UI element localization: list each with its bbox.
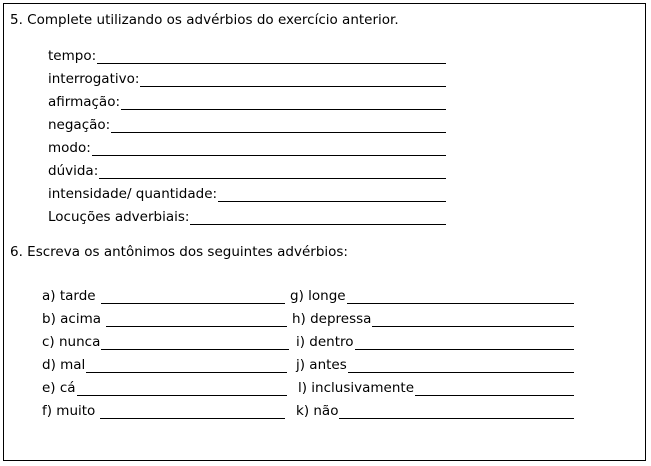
ex6-item-label: b) acima bbox=[42, 311, 101, 327]
exercise-5-title: 5. Complete utilizando os advérbios do exercício anterior. bbox=[10, 12, 399, 28]
answer-line[interactable] bbox=[355, 335, 574, 350]
ex5-item-duvida bbox=[48, 163, 446, 179]
ex5-item-locucoes bbox=[48, 209, 446, 225]
ex5-item-interrogativo bbox=[48, 71, 446, 87]
ex6-item-label: c) nunca bbox=[42, 334, 101, 350]
ex5-item-afirmacao bbox=[48, 94, 446, 110]
ex6-item-d bbox=[42, 357, 287, 373]
ex5-item-label: intensidade/ quantidade: bbox=[48, 186, 218, 202]
answer-line[interactable] bbox=[121, 95, 446, 110]
answer-line[interactable] bbox=[348, 358, 574, 373]
ex5-item-label: negação: bbox=[48, 117, 111, 133]
ex5-item-label: interrogativo: bbox=[48, 71, 140, 87]
exercise-6-title: 6. Escreva os antônimos dos seguintes advérbios: bbox=[10, 244, 348, 260]
answer-line[interactable] bbox=[106, 312, 287, 327]
ex5-item-tempo bbox=[48, 48, 446, 64]
ex5-item-intensidade bbox=[48, 186, 446, 202]
ex6-item-a bbox=[42, 288, 285, 304]
answer-line[interactable] bbox=[111, 118, 446, 133]
ex6-item-g bbox=[290, 288, 574, 304]
ex5-item-label: Locuções adverbiais: bbox=[48, 209, 190, 225]
answer-line[interactable] bbox=[339, 404, 574, 419]
ex6-item-i bbox=[296, 334, 574, 350]
ex6-item-j bbox=[296, 357, 574, 373]
ex6-item-label: f) muito bbox=[42, 403, 96, 419]
ex5-item-negacao bbox=[48, 117, 446, 133]
ex5-item-modo bbox=[48, 140, 446, 156]
answer-line[interactable] bbox=[97, 49, 446, 64]
ex6-item-c bbox=[42, 334, 289, 350]
ex5-item-label: tempo: bbox=[48, 48, 97, 64]
ex5-item-label: afirmação: bbox=[48, 94, 121, 110]
ex6-item-h bbox=[292, 311, 574, 327]
answer-line[interactable] bbox=[415, 381, 574, 396]
ex6-item-label: j) antes bbox=[296, 357, 347, 373]
answer-line[interactable] bbox=[99, 164, 446, 179]
ex6-item-label: i) dentro bbox=[296, 334, 354, 350]
ex6-item-label: e) cá bbox=[42, 380, 76, 396]
ex6-item-label: h) depressa bbox=[292, 311, 372, 327]
ex6-item-label: d) mal bbox=[42, 357, 86, 373]
ex6-item-label: g) longe bbox=[290, 288, 346, 304]
answer-line[interactable] bbox=[372, 312, 574, 327]
ex6-item-label: l) inclusivamente bbox=[298, 380, 415, 396]
answer-line[interactable] bbox=[218, 187, 446, 202]
answer-line[interactable] bbox=[101, 335, 289, 350]
ex6-item-k bbox=[296, 403, 574, 419]
ex6-item-label: k) não bbox=[296, 403, 339, 419]
answer-line[interactable] bbox=[100, 404, 285, 419]
answer-line[interactable] bbox=[101, 289, 285, 304]
answer-line[interactable] bbox=[140, 72, 446, 87]
ex6-item-l bbox=[298, 380, 574, 396]
ex6-item-f bbox=[42, 403, 285, 419]
answer-line[interactable] bbox=[86, 358, 287, 373]
answer-line[interactable] bbox=[347, 289, 574, 304]
ex6-item-b bbox=[42, 311, 287, 327]
answer-line[interactable] bbox=[92, 141, 446, 156]
ex6-item-label: a) tarde bbox=[42, 288, 96, 304]
ex5-item-label: modo: bbox=[48, 140, 91, 156]
answer-line[interactable] bbox=[77, 381, 287, 396]
answer-line[interactable] bbox=[190, 210, 446, 225]
ex6-item-e bbox=[42, 380, 287, 396]
ex5-item-label: dúvida: bbox=[48, 163, 99, 179]
